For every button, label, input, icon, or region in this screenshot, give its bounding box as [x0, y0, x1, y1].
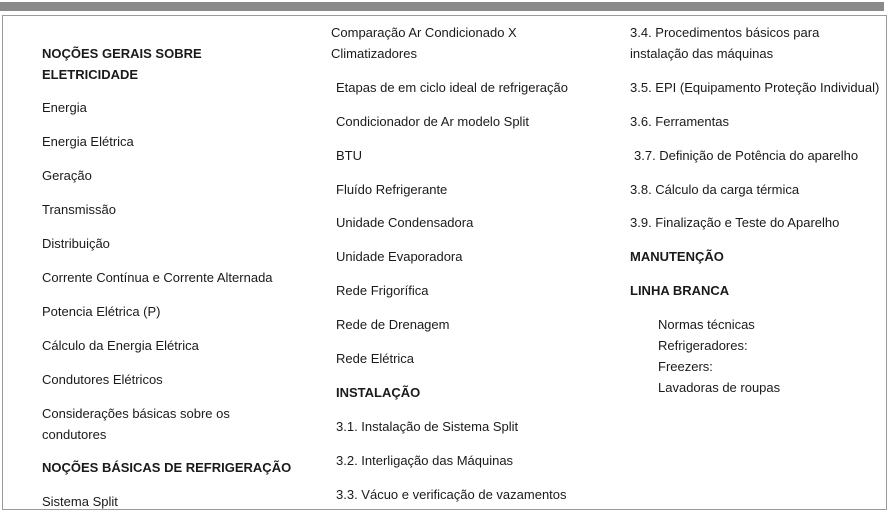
list-item: Distribuição	[42, 236, 110, 251]
list-item: Cálculo da Energia Elétrica	[42, 338, 199, 353]
list-item: Rede de Drenagem	[336, 317, 450, 332]
list-item: Condicionador de Ar modelo Split	[336, 114, 529, 129]
list-item: Lavadoras de roupas	[658, 380, 781, 395]
list-item: Rede Elétrica	[336, 351, 415, 366]
list-item: Normas técnicas	[658, 317, 755, 332]
list-item: 3.7. Definição de Potência do aparelho	[634, 148, 859, 163]
list-item: Transmissão	[42, 202, 116, 217]
list-item: Considerações básicas sobre os condutores	[42, 406, 230, 442]
heading-instalacao: INSTALAÇÃO	[336, 385, 421, 400]
list-item: Comparação Ar Condicionado X Climatizadores	[331, 25, 517, 61]
list-item: Condutores Elétricos	[42, 372, 163, 387]
list-item: 3.6. Ferramentas	[630, 114, 729, 129]
list-item: 3.8. Cálculo da carga térmica	[630, 182, 800, 197]
list-item: 3.4. Procedimentos básicos para instalação das máquinas	[630, 25, 820, 61]
list-item: Fluído Refrigerante	[336, 182, 448, 197]
list-item: Potencia Elétrica (P)	[42, 304, 161, 319]
list-item: 3.2. Interligação das Máquinas	[336, 453, 514, 468]
list-item: BTU	[336, 148, 362, 163]
heading-linha-branca: LINHA BRANCA	[630, 283, 730, 298]
list-item: 3.9. Finalização e Teste do Aparelho	[630, 215, 840, 230]
list-item: 3.5. EPI (Equipamento Proteção Individual)	[630, 80, 880, 95]
list-item: 3.3. Vácuo e verificação de vazamentos	[336, 487, 567, 502]
list-item: Geração	[42, 168, 92, 183]
list-item: Energia	[42, 100, 87, 115]
list-item: Unidade Evaporadora	[336, 249, 463, 264]
heading-eletricidade: NOÇÕES GERAIS SOBRE ELETRICIDADE	[42, 46, 202, 82]
heading-refrigeracao: NOÇÕES BÁSICAS DE REFRIGERAÇÃO	[42, 460, 292, 475]
list-item: Refrigeradores:	[658, 338, 748, 353]
list-item: Unidade Condensadora	[336, 215, 474, 230]
list-item: Corrente Contínua e Corrente Alternada	[42, 270, 273, 285]
list-item: Energia Elétrica	[42, 134, 134, 149]
heading-manutencao: MANUTENÇÃO	[630, 249, 724, 264]
list-item: 3.1. Instalação de Sistema Split	[336, 419, 519, 434]
list-item: Etapas de em ciclo ideal de refrigeração	[336, 80, 568, 95]
list-item: Rede Frigorífica	[336, 283, 429, 298]
list-item: Freezers:	[658, 359, 713, 374]
list-item: Sistema Split	[42, 494, 118, 509]
linha-branca-sublist	[658, 314, 780, 398]
top-divider-bar	[0, 2, 884, 11]
